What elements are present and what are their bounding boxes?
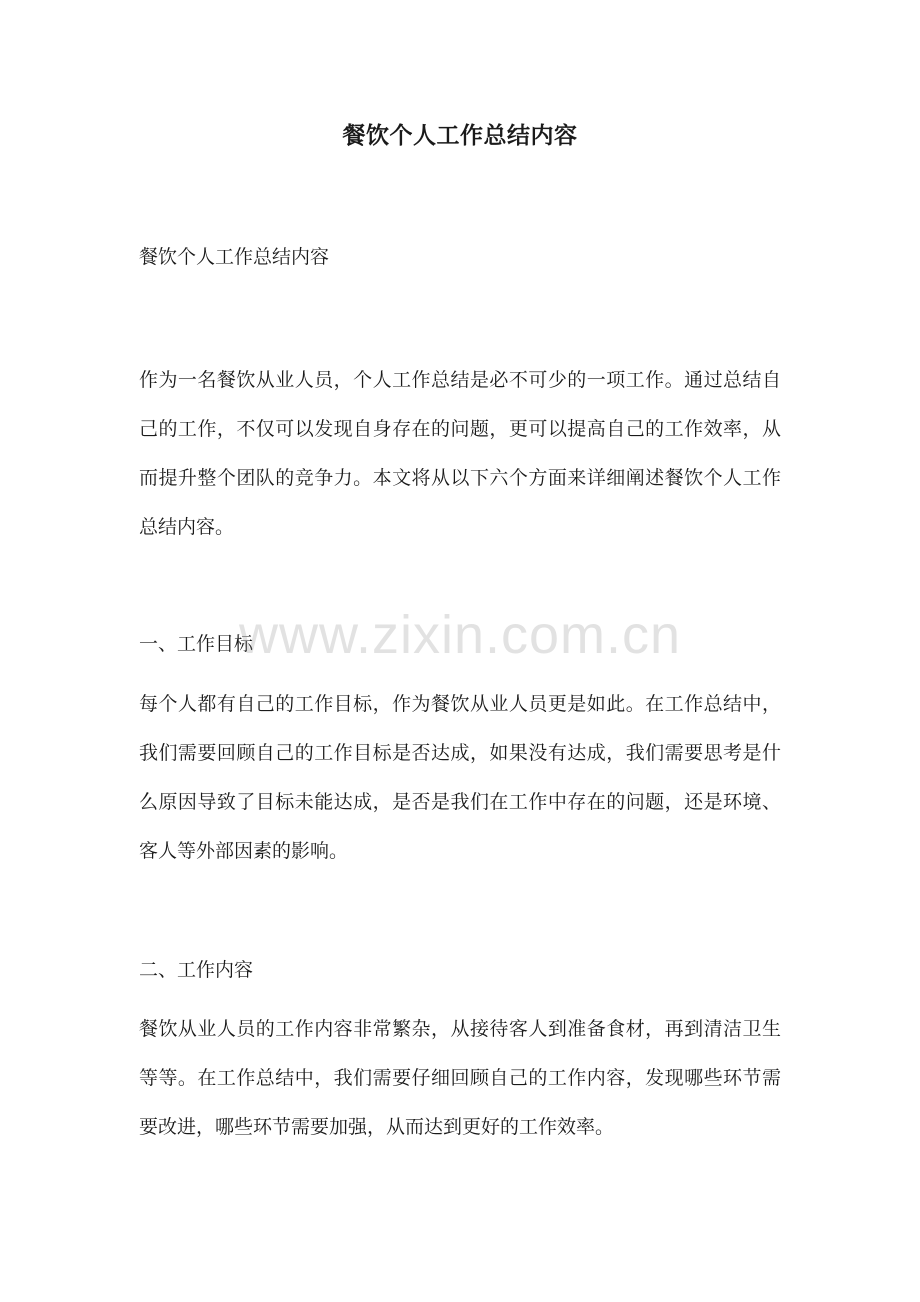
section-body-content: 餐饮从业人员的工作内容非常繁杂，从接待客人到准备食材，再到清洁卫生等等。在工作总结中，我们需要仔细回顾自己的工作内容，发现哪些环节需要改进，哪些环节需要加强，从而达到更好的工作效率。 — [139, 1018, 781, 1138]
intro-paragraph: 作为一名餐饮从业人员，个人工作总结是必不可少的一项工作。通过总结自己的工作，不仅可以发现自身存在的问题，更可以提高自己的工作效率，从而提升整个团队的竞争力。本文将从以下六个方面来详细阐述餐饮个人工作总结内容。 — [139, 369, 781, 538]
section-heading-content: 二、工作内容 — [139, 959, 254, 981]
section-heading-goals: 一、工作目标 — [139, 633, 254, 655]
section-body-goals: 每个人都有自己的工作目标，作为餐饮从业人员更是如此。在工作总结中，我们需要回顾自己的工作目标是否达成，如果没有达成，我们需要思考是什么原因导致了目标未能达成，是否是我们在工作中存在的问题，还是环境、客人等外部因素的影响。 — [139, 693, 781, 862]
watermark-text: www.zixin.com.cn — [238, 605, 682, 665]
document-title: 餐饮个人工作总结内容 — [342, 122, 578, 149]
document-subtitle: 餐饮个人工作总结内容 — [139, 246, 330, 268]
